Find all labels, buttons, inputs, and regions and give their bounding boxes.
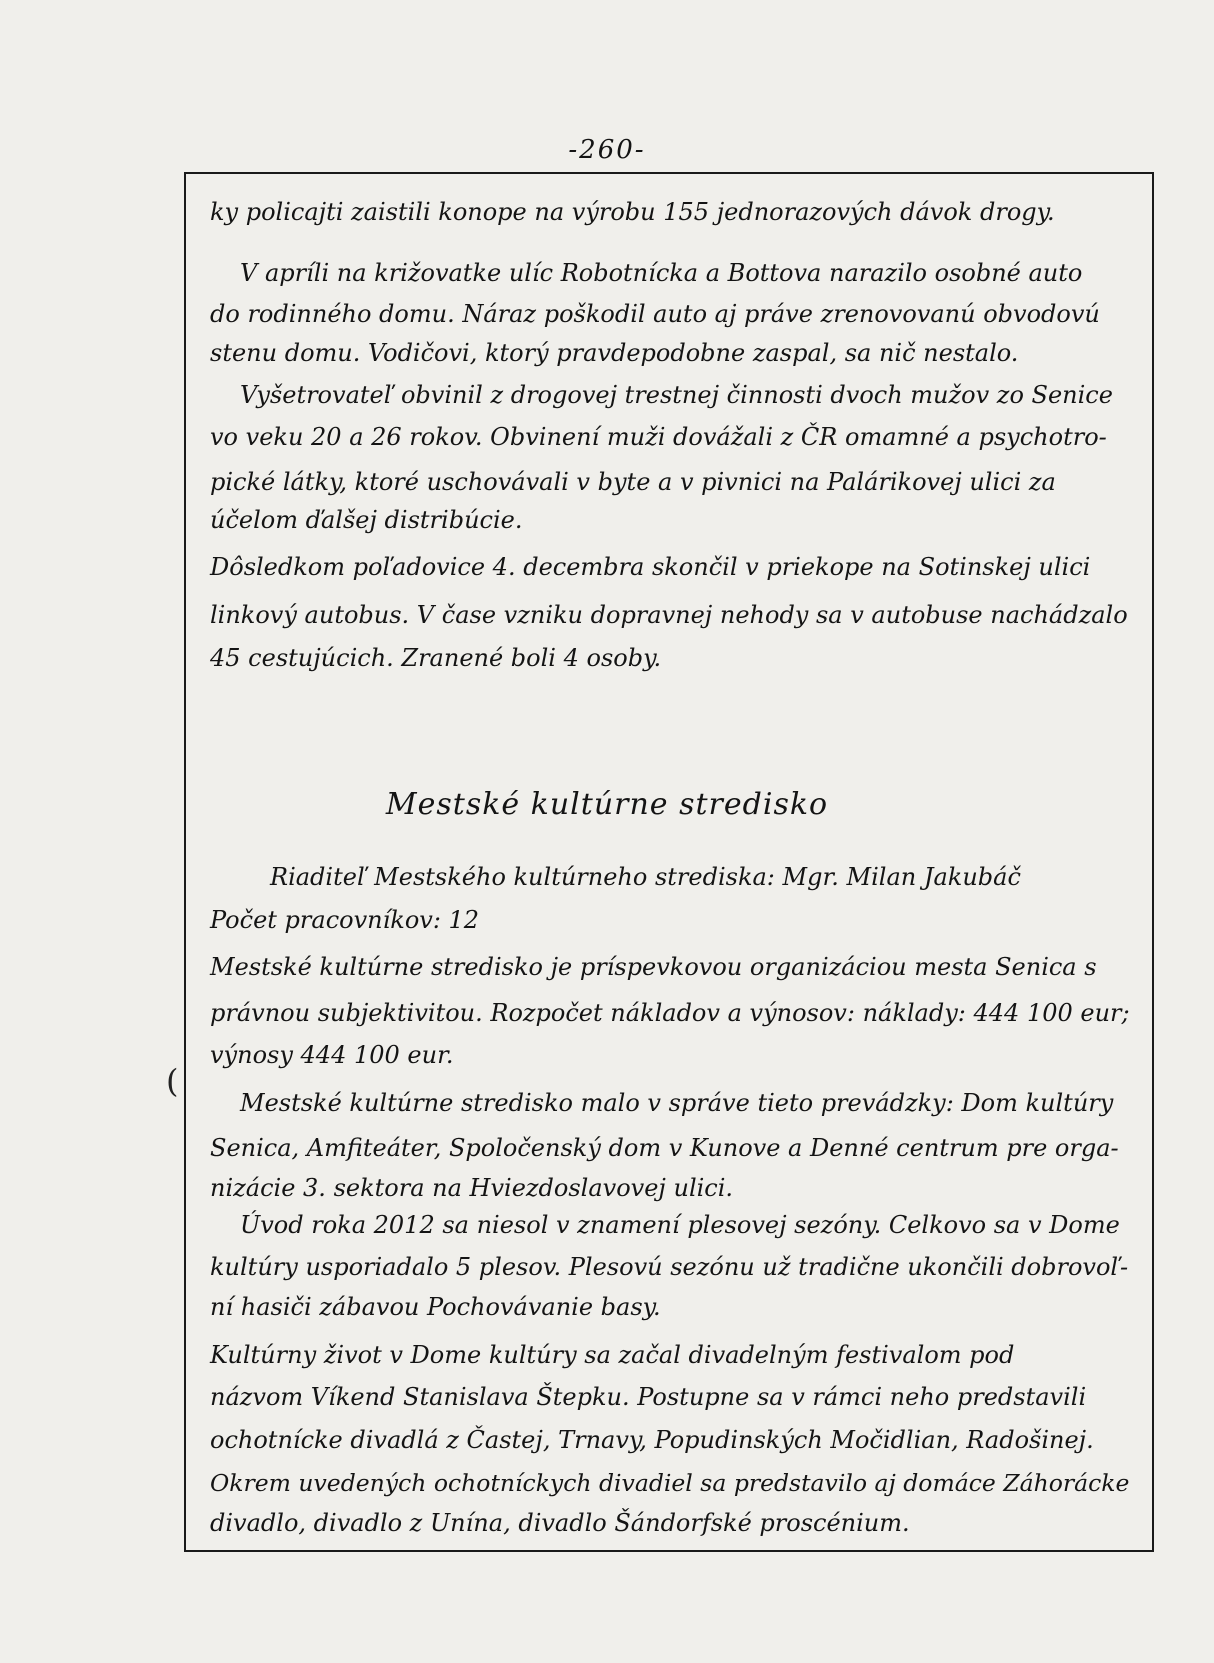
text-line: Okrem uvedených ochotníckych divadiel sa predstavilo aj domáce Záhorácke [210,1469,1130,1497]
text-line: vo veku 20 a 26 rokov. Obvinení muži dovážali z ČR omamné a psychotro- [210,423,1107,451]
text-line: do rodinného domu. Náraz poškodil auto aj práve zrenovovanú obvodovú [210,300,1100,328]
text-line: Vyšetrovateľ obvinil z drogovej trestnej činnosti dvoch mužov zo Senice [240,381,1113,409]
text-line: ní hasiči zábavou Pochovávanie basy. [210,1293,661,1321]
text-line: výnosy 444 100 eur. [210,1041,454,1069]
text-line: linkový autobus. V čase vzniku dopravnej nehody sa v autobuse nachádzalo [210,601,1128,629]
page-number: -260- [568,135,646,165]
text-line: právnou subjektivitou. Rozpočet nákladov a výnosov: náklady: 444 100 eur; [210,999,1130,1027]
margin-bracket-mark: ( [166,1062,179,1100]
text-line: Kultúrny život v Dome kultúry sa začal divadelným festivalom pod [210,1341,1015,1369]
text-line: Úvod roka 2012 sa niesol v znamení plesovej sezóny. Celkovo sa v Dome [240,1211,1120,1239]
text-line: V apríli na križovatke ulíc Robotnícka a Bottova narazilo osobné auto [240,259,1083,287]
text-line: ky policajti zaistili konope na výrobu 155 jednorazových dávok drogy. [210,198,1055,226]
text-line: Mestské kultúrne stredisko je príspevkovou organizáciou mesta Senica s [210,953,1097,981]
text-line: pické látky, ktoré uschovávali v byte a v pivnici na Palárikovej ulici za [210,468,1056,496]
text-line: 45 cestujúcich. Zranené boli 4 osoby. [210,644,662,672]
text-line: Riaditeľ Mestského kultúrneho strediska: Mgr. Milan Jakubáč [270,863,1021,891]
text-line: Počet pracovníkov: 12 [210,906,480,934]
text-line: nizácie 3. sektora na Hviezdoslavovej ulici. [210,1174,734,1202]
text-line: ochotnícke divadlá z Častej, Trnavy, Popudinských Močidlian, Radošinej. [210,1426,1094,1454]
text-line: kultúry usporiadalo 5 plesov. Plesovú sezónu už tradične ukončili dobrovoľ- [210,1253,1129,1281]
text-line: Dôsledkom poľadovice 4. decembra skončil v priekope na Sotinskej ulici [210,553,1091,581]
text-line: názvom Víkend Stanislava Štepku. Postupne sa v rámci neho predstavili [210,1383,1087,1411]
text-line: účelom ďalšej distribúcie. [210,506,523,534]
text-line: stenu domu. Vodičovi, ktorý pravdepodobne zaspal, sa nič nestalo. [210,339,1019,367]
section-heading: Mestské kultúrne stredisko [385,787,829,822]
text-line: Senica, Amfiteáter, Spoločenský dom v Kunove a Denné centrum pre orga- [210,1134,1119,1162]
text-line: divadlo, divadlo z Unína, divadlo Šándorfské proscénium. [210,1509,910,1537]
text-line: Mestské kultúrne stredisko malo v správe tieto prevádzky: Dom kultúry [240,1089,1114,1117]
